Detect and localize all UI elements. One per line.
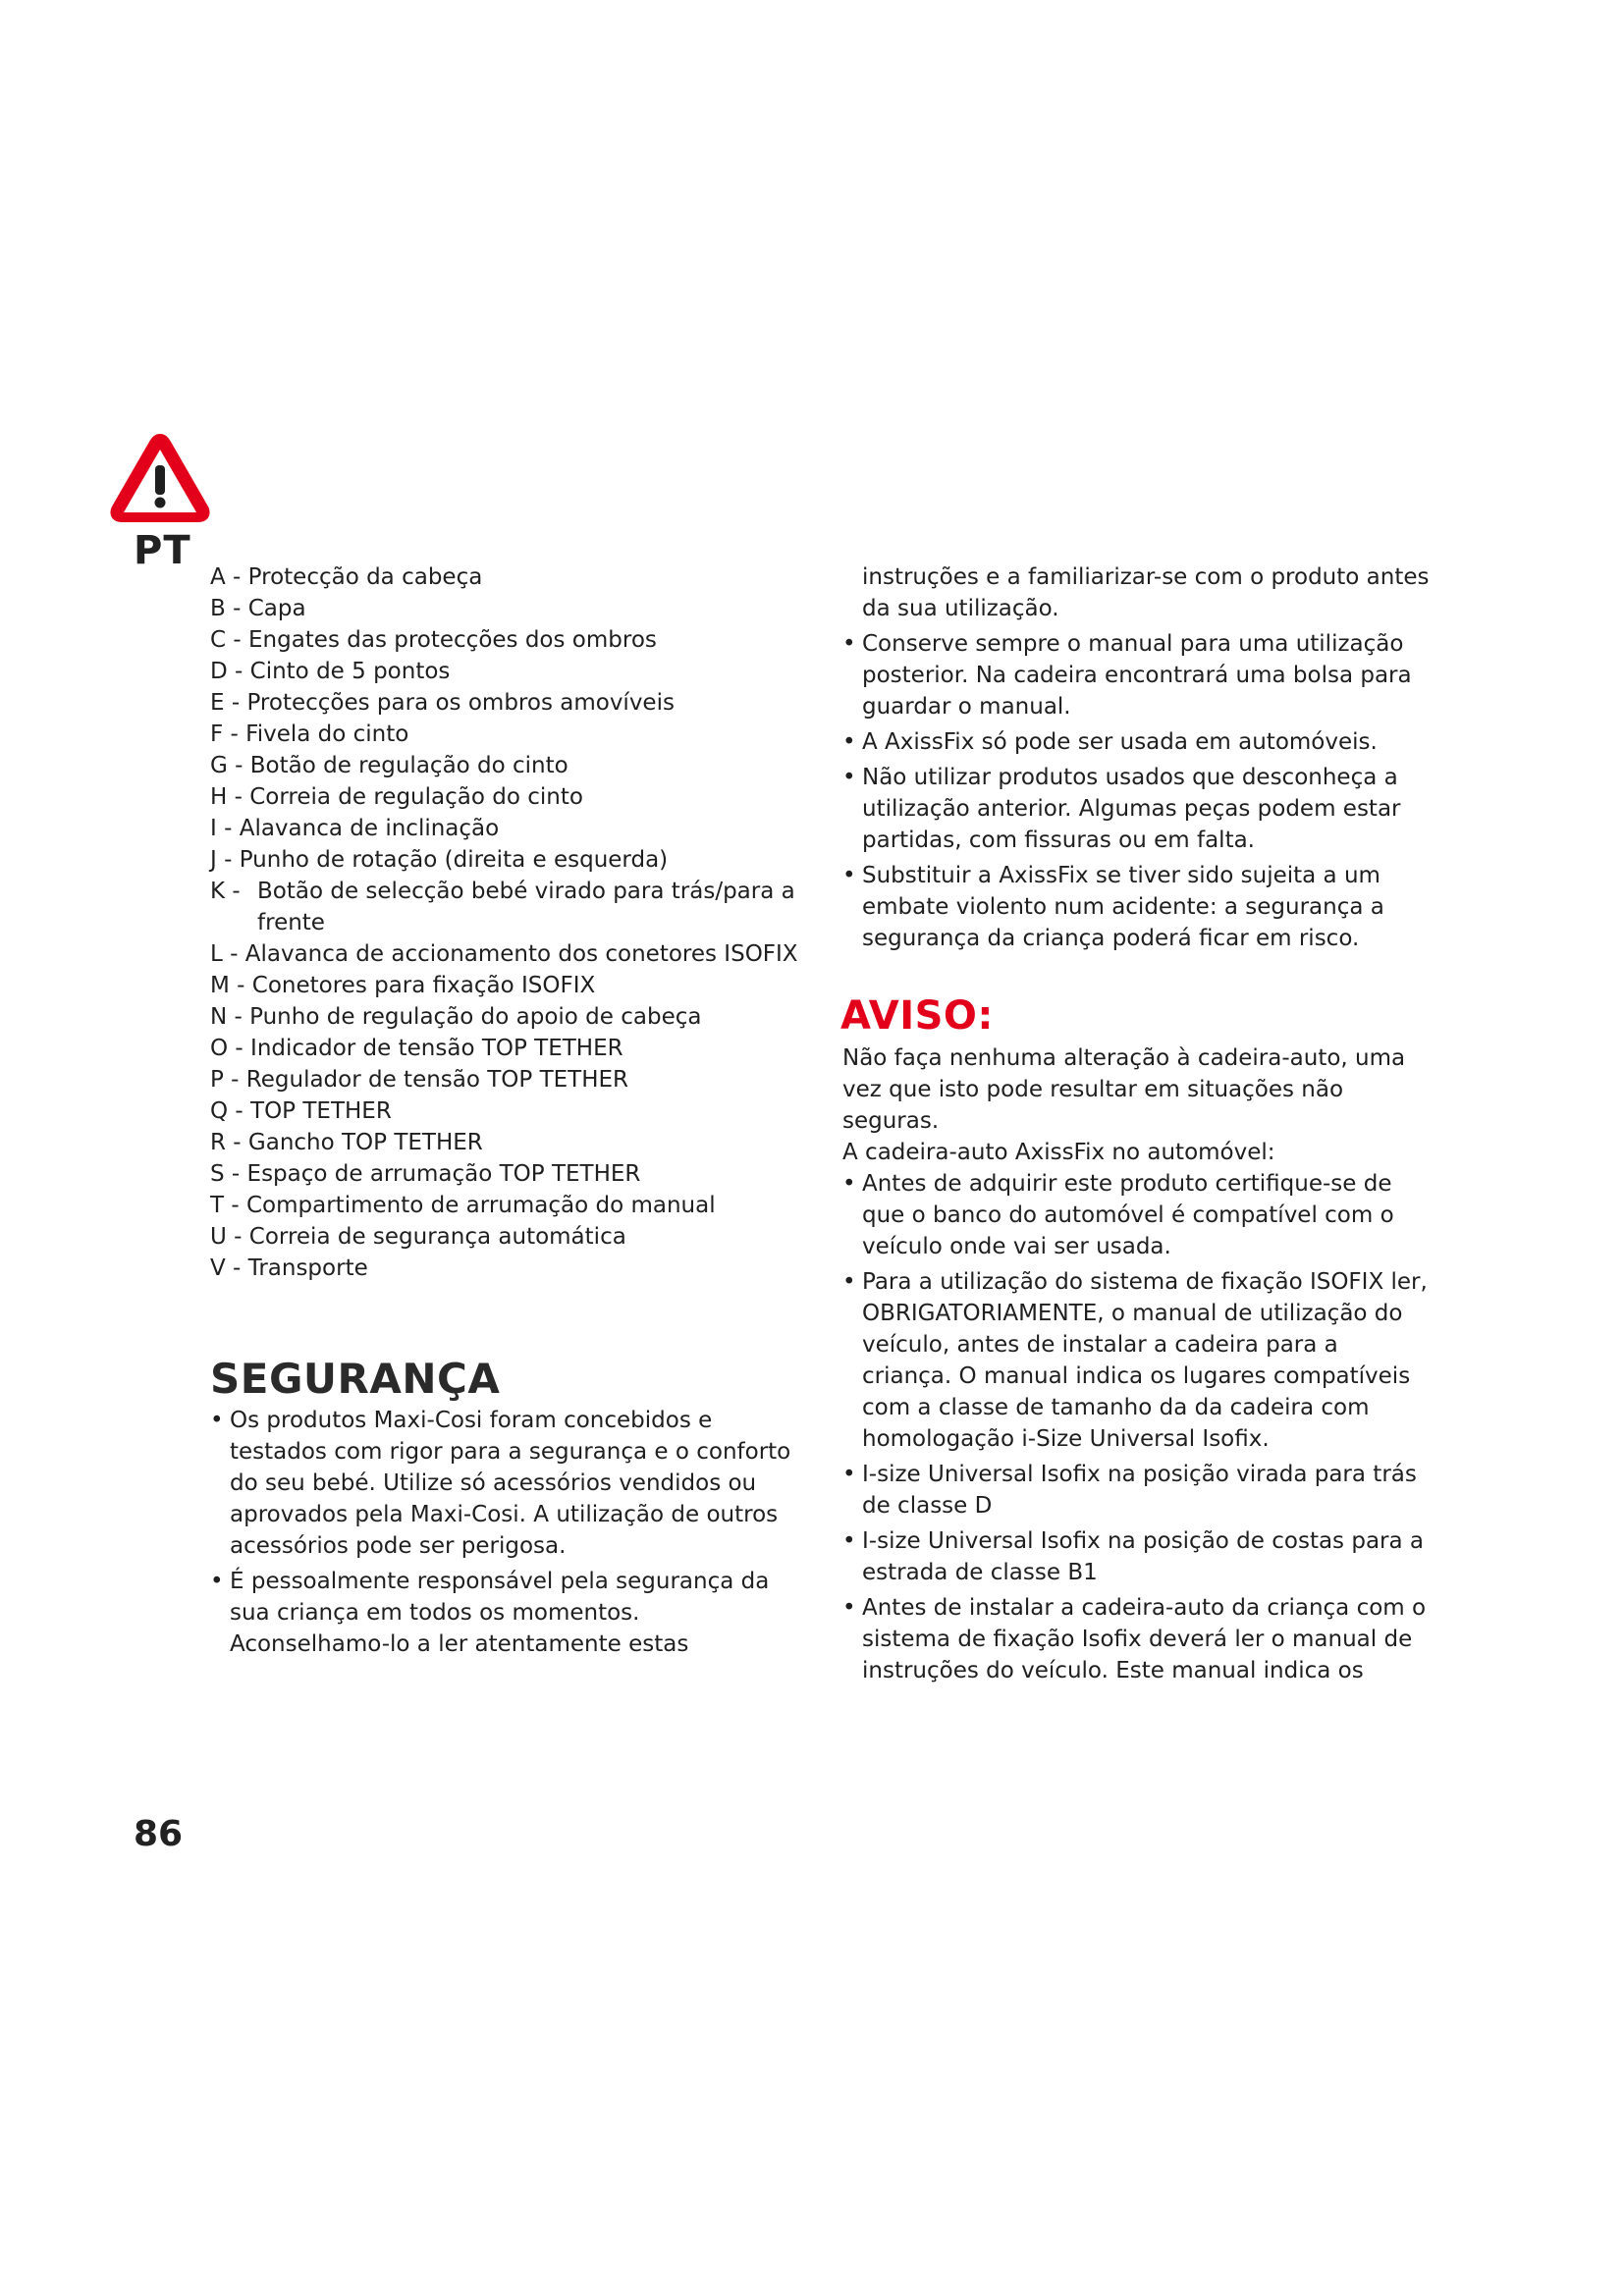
part-key: A - [210,564,248,590]
aviso-subheading: A cadeira-auto AxissFix no automóvel: [842,1140,1275,1165]
part-text: Punho de regulação do apoio de cabeça [249,1004,702,1030]
parts-list-item [210,813,799,844]
part-key: Q - [210,1098,251,1124]
continuation-text: instruções e a familiarizar-se com o produto antes da sua utilização. [862,564,1430,621]
part-key: J - [210,847,240,873]
part-text: Botão de selecção bebé virado para trás/para a frente [257,879,795,935]
part-key: B - [210,596,248,621]
bullet-item: • É pessoalmente responsável pela segurança da sua criança em todos os momentos. Aconselhamo-lo a ler atentamente estas [210,1566,799,1660]
part-key: I - [210,816,240,841]
parts-list-item [210,750,799,781]
part-key: F - [210,721,246,747]
part-text: Protecções para os ombros amovíveis [246,690,675,716]
parts-list-item [210,1095,799,1127]
parts-list-item [210,938,799,970]
parts-list-item [210,719,799,750]
bullet-item: • A AxissFix só pode ser usada em automóveis. [842,726,1432,758]
part-text: Regulador de tensão TOP TETHER [245,1067,629,1093]
part-text: Capa [247,596,306,621]
part-text: Indicador de tensão TOP TETHER [250,1036,623,1061]
part-key: L - [210,941,245,967]
part-text: Espaço de arrumação TOP TETHER [246,1161,641,1187]
bullet-item: • I-size Universal Isofix na posição de costas para a estrada de classe B1 [842,1525,1432,1588]
part-key: M - [210,973,252,998]
parts-list-item [210,1127,799,1158]
part-key: R - [210,1130,248,1155]
seguranca-heading: SEGURANÇA [210,1355,501,1403]
part-text: Compartimento de arrumação do manual [245,1193,716,1218]
aviso-heading: AVISO: [840,993,994,1039]
part-key: K - [210,879,248,904]
part-text: Transporte [247,1255,368,1281]
part-key: U - [210,1224,249,1250]
part-text: Engates das protecções dos ombros [247,627,657,653]
part-key: V - [210,1255,248,1281]
parts-list-item [210,781,799,813]
parts-list-item [210,1253,799,1284]
part-text: Conetores para fixação ISOFIX [251,973,596,998]
parts-list-item [210,1064,799,1095]
bullet-item: • Não utilizar produtos usados que desconheça a utilização anterior. Algumas peças podem estar partidas, com fissuras ou em falta. [842,762,1432,856]
part-key: E - [210,690,247,716]
page-number: 86 [134,1814,184,1854]
right-column [842,561,1432,1690]
bullet-item: • Antes de adquirir este produto certifique-se de que o banco do automóvel é compatível com o veículo onde vai ser usada. [842,1168,1432,1262]
seguranca-bullets [210,1405,799,1660]
parts-list-item [210,876,799,938]
part-key: G - [210,753,250,778]
parts-list-item [210,687,799,719]
parts-list [210,561,799,1284]
parts-list-item [210,561,799,593]
part-key: D - [210,659,250,684]
language-code: PT [134,528,191,573]
part-text: Alavanca de inclinação [239,816,500,841]
part-key: P - [210,1067,246,1093]
part-text: Cinto de 5 pontos [249,659,451,684]
warning-triangle-icon [106,428,214,526]
parts-list-item [210,844,799,876]
part-text: TOP TETHER [250,1098,392,1124]
parts-list-item [210,624,799,656]
part-key: N - [210,1004,250,1030]
aviso-intro: Não faça nenhuma alteração à cadeira-auto, uma vez que isto pode resultar em situações não seguras. [842,1045,1406,1134]
aviso-bullets [842,1168,1432,1686]
part-text: Punho de rotação (direita e esquerda) [239,847,669,873]
parts-list-item [210,1221,799,1253]
bullet-item: • Os produtos Maxi-Cosi foram concebidos e testados com rigor para a segurança e o conforto do seu bebé. Utilize só acessórios vendidos ou aprovados pela Maxi-Cosi. A utilização de outros acessórios pode ser perigosa. [210,1405,799,1562]
part-key: H - [210,784,250,810]
part-text: Correia de segurança automática [248,1224,626,1250]
parts-list-item [210,1033,799,1064]
part-text: Gancho TOP TETHER [247,1130,483,1155]
part-key: S - [210,1161,247,1187]
bullet-item: • I-size Universal Isofix na posição virada para trás de classe D [842,1459,1432,1522]
parts-list-item [210,1001,799,1033]
left-column [210,561,799,1664]
part-key: O - [210,1036,251,1061]
part-text: Correia de regulação do cinto [249,784,583,810]
part-key: T - [210,1193,246,1218]
parts-list-item [210,970,799,1001]
part-text: Botão de regulação do cinto [249,753,568,778]
parts-list-item [210,593,799,624]
bullet-item: • Para a utilização do sistema de fixação ISOFIX ler, OBRIGATORIAMENTE, o manual de utilização do veículo, antes de instalar a cadeira para a criança. O manual indica os lugares compatíveis com a classe de tamanho da da cadeira com homologação i-Size Universal Isofix. [842,1266,1432,1455]
bullet-item: • Substituir a AxissFix se tiver sido sujeita a um embate violento num acidente: a segurança a segurança da criança poderá ficar em risco. [842,860,1432,954]
part-text: Fivela do cinto [245,721,409,747]
parts-list-item [210,1190,799,1221]
parts-list-item [210,1158,799,1190]
parts-list-item [210,656,799,687]
bullet-item: • Conserve sempre o manual para uma utilização posterior. Na cadeira encontrará uma bolsa para guardar o manual. [842,628,1432,722]
part-text: Protecção da cabeça [247,564,483,590]
part-key: C - [210,627,248,653]
right-bullets [842,561,1432,954]
bullet-item: • Antes de instalar a cadeira-auto da criança com o sistema de fixação Isofix deverá ler o manual de instruções do veículo. Este manual indica os [842,1592,1432,1686]
part-text: Alavanca de accionamento dos conetores ISOFIX [244,941,798,967]
